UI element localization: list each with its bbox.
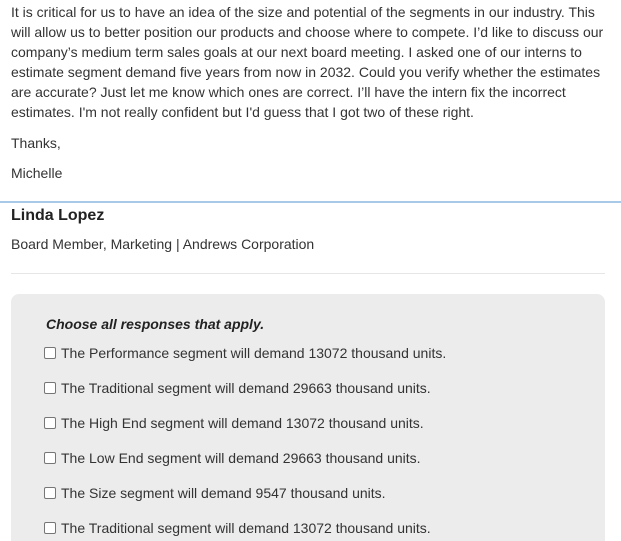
checkbox[interactable] <box>44 452 56 464</box>
option-label: The Traditional segment will demand 29663 thousand units. <box>61 380 431 396</box>
option-label: The Performance segment will demand 13072 thousand units. <box>61 345 447 361</box>
option-label: The Low End segment will demand 29663 thousand units. <box>61 450 421 466</box>
email-body <box>11 2 609 122</box>
checkbox[interactable] <box>44 487 56 499</box>
option-label: The Size segment will demand 9547 thousand units. <box>61 485 386 501</box>
signature-divider <box>0 201 621 203</box>
question-prompt: Choose all responses that apply. <box>46 316 265 332</box>
sender-title: Board Member, Marketing | Andrews Corporation <box>11 236 315 252</box>
section-divider <box>11 273 605 274</box>
checkbox[interactable] <box>44 382 56 394</box>
checkbox[interactable] <box>44 417 56 429</box>
option-high-end-13072[interactable] <box>44 413 424 433</box>
option-label: The Traditional segment will demand 13072 thousand units. <box>61 520 431 536</box>
question-panel <box>11 294 605 541</box>
sender-name: Linda Lopez <box>11 207 105 224</box>
option-traditional-29663[interactable] <box>44 378 431 398</box>
option-size-9547[interactable] <box>44 483 386 503</box>
checkbox[interactable] <box>44 522 56 534</box>
checkbox[interactable] <box>44 347 56 359</box>
email-closing: Thanks, <box>11 135 61 151</box>
option-low-end-29663[interactable] <box>44 448 421 468</box>
email-signature: Michelle <box>11 165 63 181</box>
option-traditional-13072[interactable] <box>44 518 431 538</box>
option-performance-13072[interactable] <box>44 343 446 363</box>
option-label: The High End segment will demand 13072 thousand units. <box>61 415 424 431</box>
email-body-text: It is critical for us to have an idea of the size and potential of the segments in our industry. This will allow us to better position our products and choose where to compete. I’d like to discuss our company’s medium term sales goals at our next board meeting. I asked one of our interns to estimate segment demand five years from now in 2032. Could you verify whether the estimates are accurate? Just let me know which ones are correct. I’ll have the intern fix the incorrect estimates. I'm not really confident but I'd guess that I got two of these right. <box>11 4 604 120</box>
